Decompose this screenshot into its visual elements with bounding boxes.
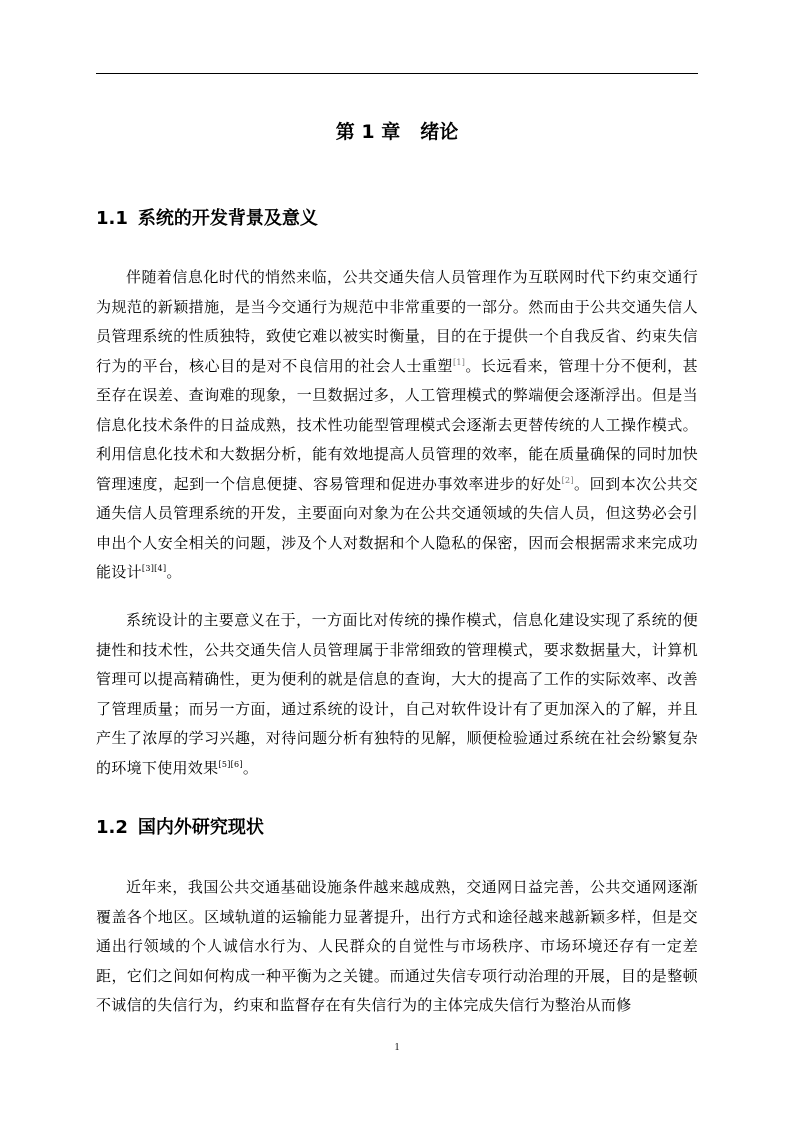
citation-ref[interactable]: [6] [230,759,243,769]
citation-ref[interactable]: [5] [218,759,231,769]
citation-ref[interactable]: [1] [452,357,466,367]
text-run: 。回到本次公共交通失信人员管理系统的开发，主要面向对象为在公共交通领域的失信人员，但这势必会引申出个人安全相关的问题，涉及个人对数据和个人隐私的保密，因而会根据需求来完成功能设计 [96,474,698,581]
text-run: 系统设计的主要意义在于，一方面比对传统的操作模式，信息化建设实现了系统的便捷性和技术性，公共交通失信人员管理属于非常细致的管理模式，要求数据量大，计算机管理可以提高精确性，更为便利的就是信息的查询，大大的提高了工作的实际效率、改善了管理质量；而另一方面，通过系统的设计，自己对软件设计有了更加深入的了解，并且产生了浓厚的学习兴趣，对待问题分析有独特的见解，顺便检验通过系统在社会纷繁复杂的环境下使用效果 [96,611,698,777]
text-run: 。 [242,758,259,777]
section-title: 国内外研究现状 [137,817,264,838]
citation-ref[interactable]: [3] [141,564,155,573]
paragraph-research-status: 近年来，我国公共交通基础设施条件越来越成熟，交通网日益完善，公共交通网逐渐覆盖各个地区。区域轨道的运输能力显著提升，出行方式和途径越来越新颖多样，但是交通出行领域的个人诚信水行为、人民群众的自觉性与市场秩序、市场环境还存有一定差距，它们之间如何构成一种平衡为之关键。而通过失信专项行动治理的开展，目的是整顿不诚信的失信行为，约束和监督存在有失信行为的主体完成失信行为整治从而修 [96,878,698,1014]
header-rule [96,73,698,74]
section-title: 系统的开发背景及意义 [137,208,318,229]
section-number: 1.2 [96,817,128,838]
text-run: 。长远看来，管理十分不便利，甚至存在误差、查询难的现象，一旦数据过多，人工管理模式的弊端便会逐渐浮出。但是当信息化技术条件的日益成熟，技术性功能型管理模式会逐渐去更替传统的人工操作模式。利用信息化技术和大数据分析，能有效地提高人员管理的效率，能在质量确保的同时加快管理速度，起到一个信息便捷、容易管理和促进办事效率进步的好处 [96,356,698,493]
paragraph-background [96,263,698,588]
page-number: 1 [394,1042,400,1053]
paragraph-significance [96,606,698,783]
section-heading-1-1 [96,205,698,233]
section-number: 1.1 [96,208,128,229]
text-run: 。 [166,563,182,581]
chapter-number: 第 1 章 [335,121,401,143]
text-run: 伴随着信息化时代的悄然来临，公共交通失信人员管理作为互联网时代下约束交通行为规范的新颖措施，是当今交通行为规范中非常重要的一部分。然而由于公共交通失信人员管理系统的性质独特，致使它难以被实时衡量，目的在于提供一个自我反省、约束失信行为的平台，核心目的是对不良信用的社会人士重塑 [96,268,698,375]
section-heading-1-2 [96,814,698,842]
citation-ref[interactable]: [2] [561,475,574,485]
chapter-title [96,118,698,146]
citation-ref[interactable]: [4] [154,564,167,573]
chapter-name: 绪论 [420,121,459,143]
